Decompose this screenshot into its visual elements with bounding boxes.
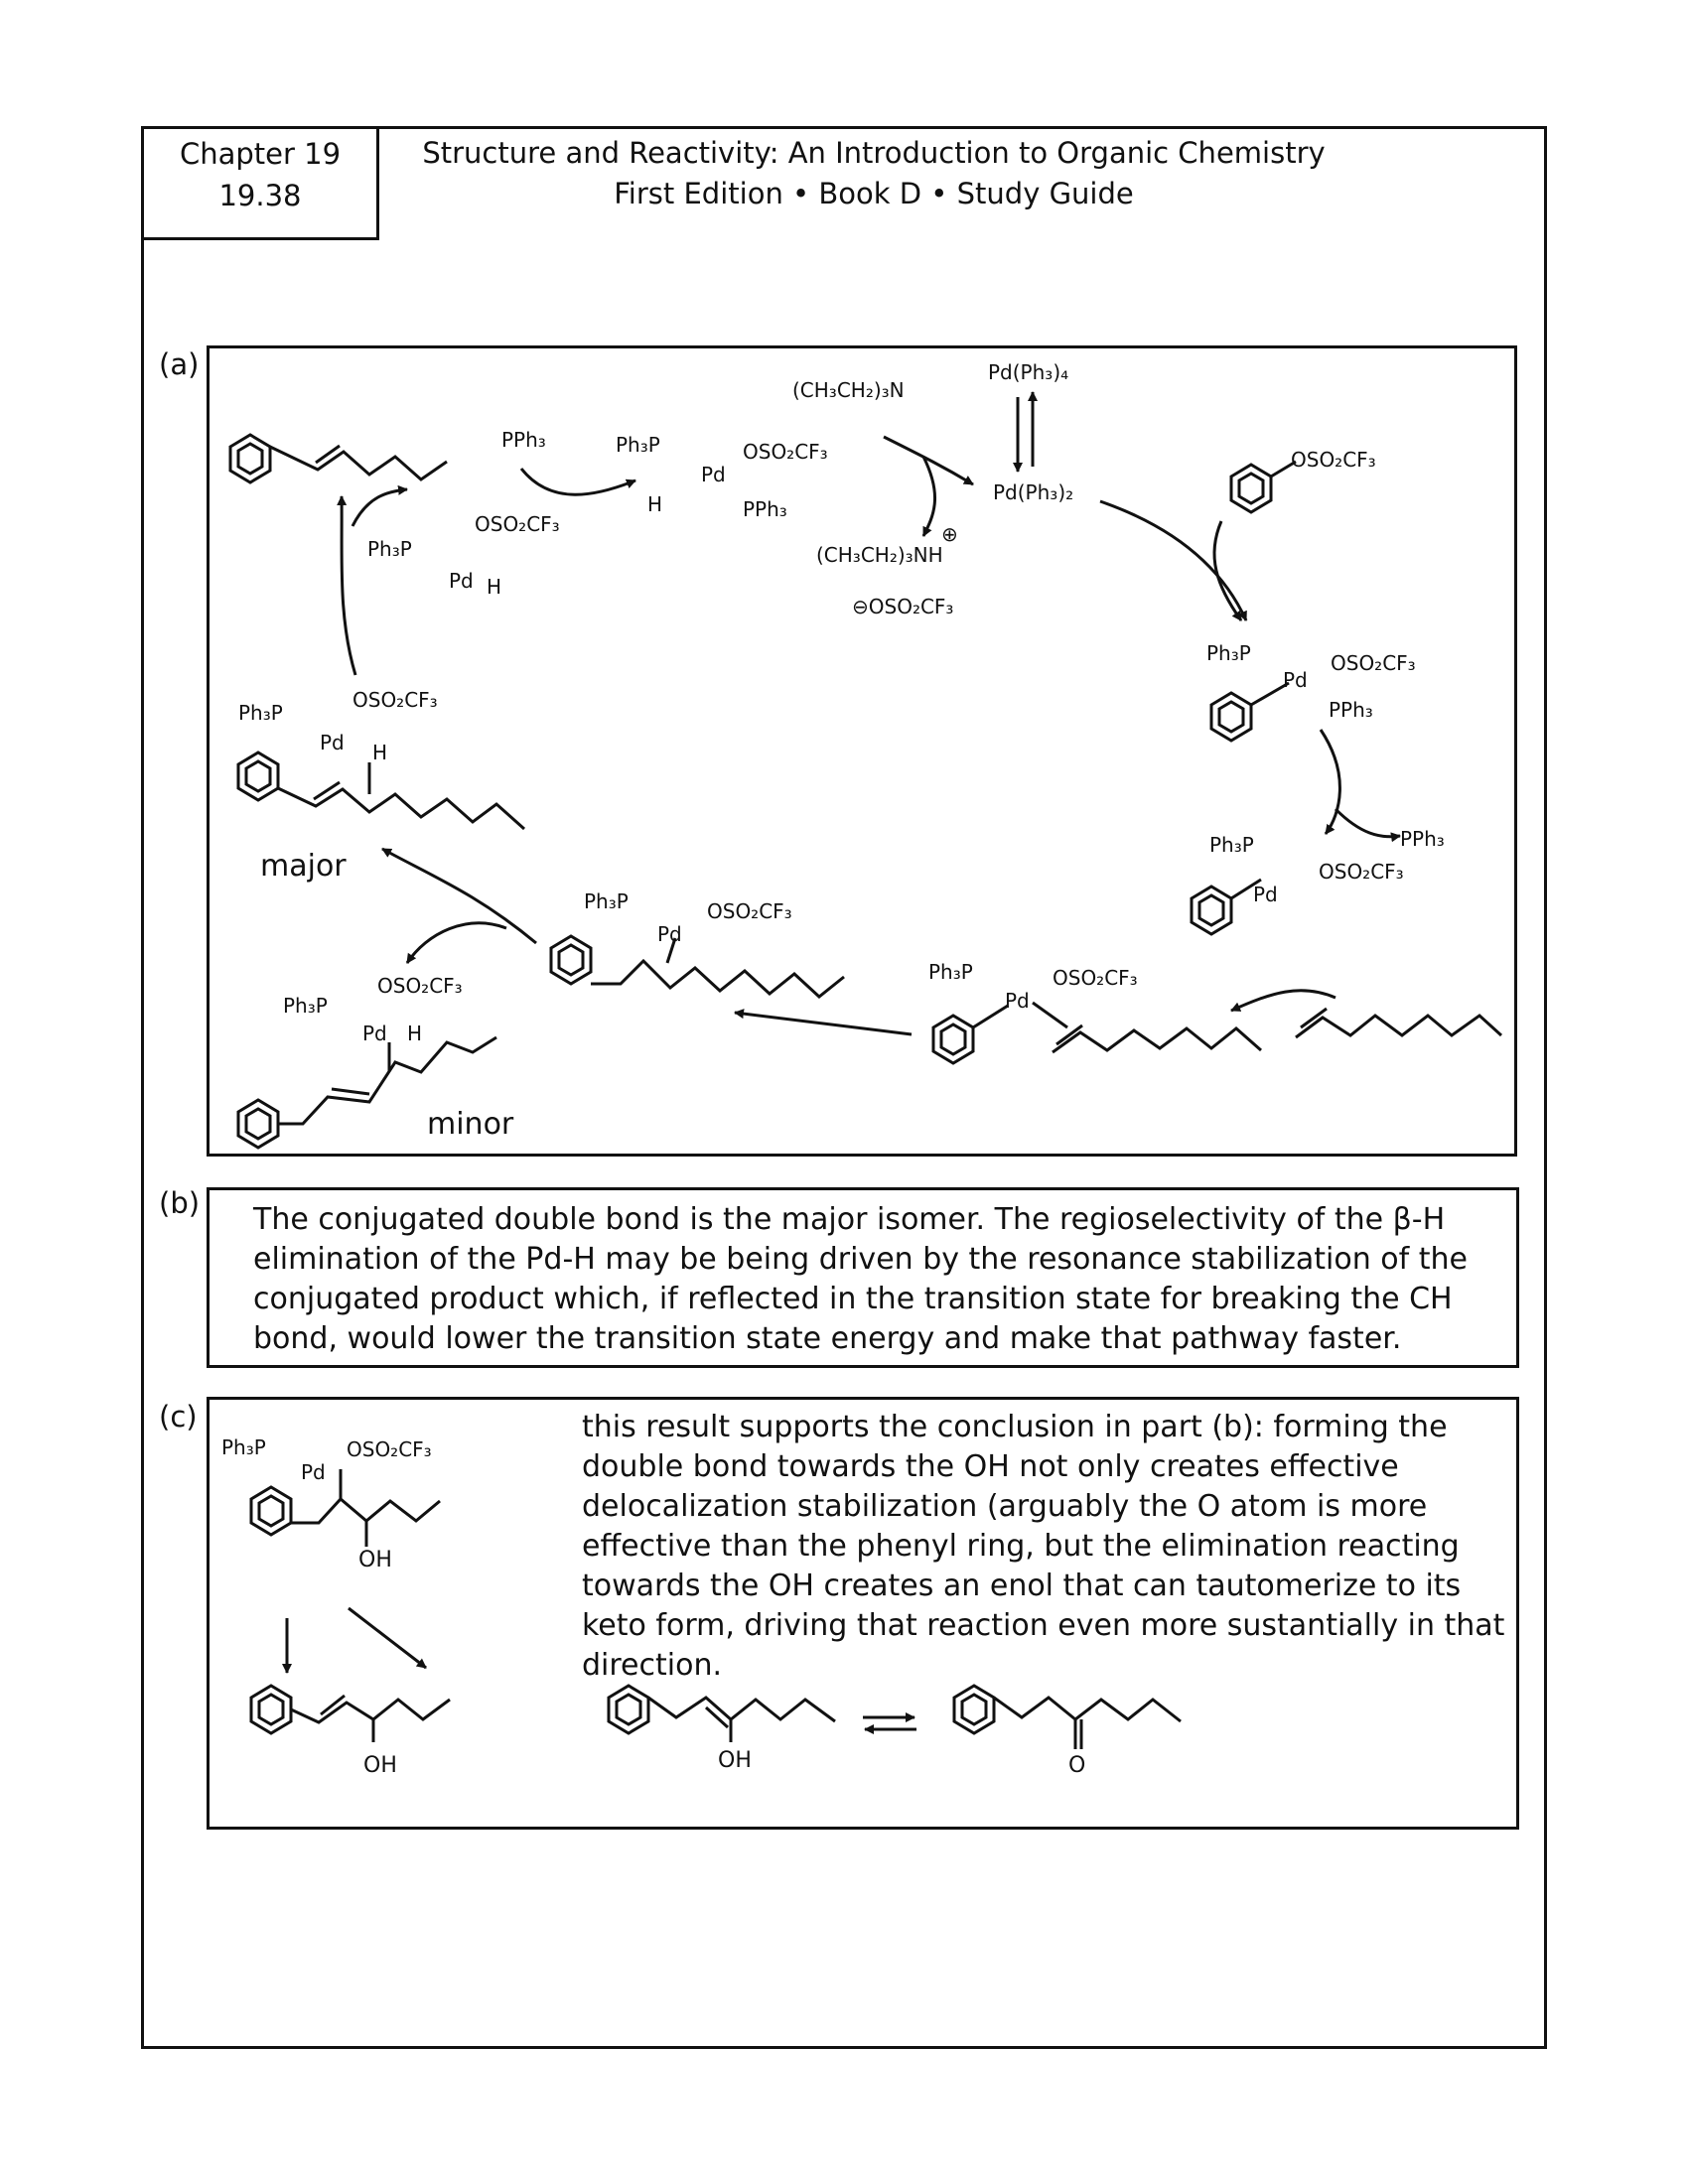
svg-text:Ph₃P: Ph₃P	[1206, 641, 1251, 665]
svg-text:Pd(Ph₃)₄: Pd(Ph₃)₄	[988, 360, 1069, 384]
svg-text:⊕: ⊕	[941, 522, 958, 546]
svg-text:Pd: Pd	[1005, 989, 1030, 1013]
enol-structure	[609, 1686, 835, 1742]
svg-text:Ph₃P: Ph₃P	[928, 960, 973, 984]
part-c-explanation: this result supports the conclusion in part (b): forming the double bond towards the OH not only creates effective delocalization stabilization (arguably the O atom is more effective than the phenyl ring, but the elimination reacting towards the OH creates an enol that can tautomerize to its keto form, driving that reaction even more sustantially in that direction.	[582, 1410, 1505, 1683]
svg-text:(CH₃CH₂)₃NH: (CH₃CH₂)₃NH	[816, 543, 943, 567]
svg-text:OSO₂CF₃: OSO₂CF₃	[377, 974, 463, 998]
svg-text:Pd: Pd	[301, 1460, 326, 1484]
svg-text:PPh₃: PPh₃	[743, 497, 787, 521]
svg-text:OSO₂CF₃: OSO₂CF₃	[352, 688, 438, 712]
svg-text:Pd: Pd	[1283, 668, 1308, 692]
svg-text:⊖OSO₂CF₃: ⊖OSO₂CF₃	[852, 595, 954, 618]
svg-text:Pd: Pd	[362, 1022, 387, 1045]
svg-text:OSO₂CF₃: OSO₂CF₃	[1319, 860, 1404, 884]
svg-text:Ph₃P: Ph₃P	[584, 889, 629, 913]
part-c-label: (c)	[159, 1400, 198, 1433]
svg-text:Ph₃P: Ph₃P	[1209, 833, 1254, 857]
svg-text:Pd(Ph₃)₂: Pd(Ph₃)₂	[993, 480, 1074, 504]
aryl-alkene-pd-complex	[933, 1003, 1261, 1063]
ketone-structure	[954, 1686, 1181, 1749]
svg-text:PPh₃: PPh₃	[1329, 698, 1373, 722]
oh-label-3: OH	[718, 1748, 752, 1773]
alkyl-pd-structure	[551, 936, 844, 997]
svg-text:Pd: Pd	[1253, 883, 1278, 906]
conjugated-product-structure	[230, 435, 447, 482]
minor-label: minor	[427, 1107, 514, 1142]
svg-text:OSO₂CF₃: OSO₂CF₃	[475, 512, 560, 536]
part-b-box	[207, 1187, 1519, 1368]
part-a-label: (a)	[159, 347, 200, 381]
svg-text:OSO₂CF₃: OSO₂CF₃	[347, 1437, 432, 1461]
svg-text:Ph₃P: Ph₃P	[283, 994, 328, 1018]
svg-text:H: H	[647, 492, 663, 516]
part-b-label: (b)	[159, 1186, 201, 1220]
major-label: major	[260, 849, 347, 884]
svg-text:H: H	[487, 575, 502, 599]
svg-text:H: H	[407, 1022, 423, 1045]
hexene-structure	[1296, 1016, 1501, 1037]
hydroxy-pd-structure	[251, 1469, 440, 1547]
part-c-box	[207, 1397, 1519, 1830]
book-subtitle: First Edition • Book D • Study Guide	[614, 176, 1134, 210]
svg-text:PPh₃: PPh₃	[501, 428, 546, 452]
carbonyl-o-label: O	[1068, 1753, 1086, 1778]
oh-label-2: OH	[363, 1753, 397, 1778]
svg-text:Ph₃P: Ph₃P	[221, 1435, 266, 1459]
problem-number: 19.38	[218, 179, 302, 213]
svg-text:OSO₂CF₃: OSO₂CF₃	[1331, 651, 1416, 675]
svg-text:Ph₃P: Ph₃P	[616, 433, 660, 457]
chapter-title: Chapter 19	[179, 137, 342, 171]
svg-text:Pd: Pd	[449, 569, 474, 593]
aryl-pd-complex-1	[1211, 683, 1289, 741]
aryl-triflate-structure	[1231, 462, 1296, 512]
aryl-pd-complex-2	[1192, 880, 1261, 934]
svg-text:OSO₂CF₃: OSO₂CF₃	[1053, 966, 1138, 990]
hydroxy-elimination-diagram	[210, 1400, 1516, 1827]
allylic-alcohol-structure	[251, 1686, 450, 1742]
svg-text:Pd: Pd	[701, 463, 726, 486]
svg-text:Ph₃P: Ph₃P	[238, 701, 283, 725]
svg-text:PPh₃: PPh₃	[1400, 827, 1445, 851]
svg-text:OSO₂CF₃: OSO₂CF₃	[743, 440, 828, 464]
oh-label-1: OH	[358, 1548, 392, 1572]
svg-text:OSO₂CF₃: OSO₂CF₃	[1291, 448, 1376, 472]
svg-text:Pd: Pd	[657, 922, 682, 946]
svg-text:(CH₃CH₂)₃N: (CH₃CH₂)₃N	[792, 378, 905, 402]
svg-text:Ph₃P: Ph₃P	[367, 537, 412, 561]
svg-text:H: H	[372, 741, 388, 764]
part-b-explanation: The conjugated double bond is the major isomer. The regioselectivity of the β-H elimination of the Pd-H may be being driven by the resonance stabilization of the conjugated product which, if reflected in the transition state for breaking the CH bond, would lower the transition state energy and make that pathway faster.	[253, 1202, 1468, 1356]
svg-text:OSO₂CF₃: OSO₂CF₃	[707, 899, 792, 923]
book-title: Structure and Reactivity: An Introduction to Organic Chemistry	[422, 136, 1326, 170]
svg-text:Pd: Pd	[320, 731, 345, 754]
